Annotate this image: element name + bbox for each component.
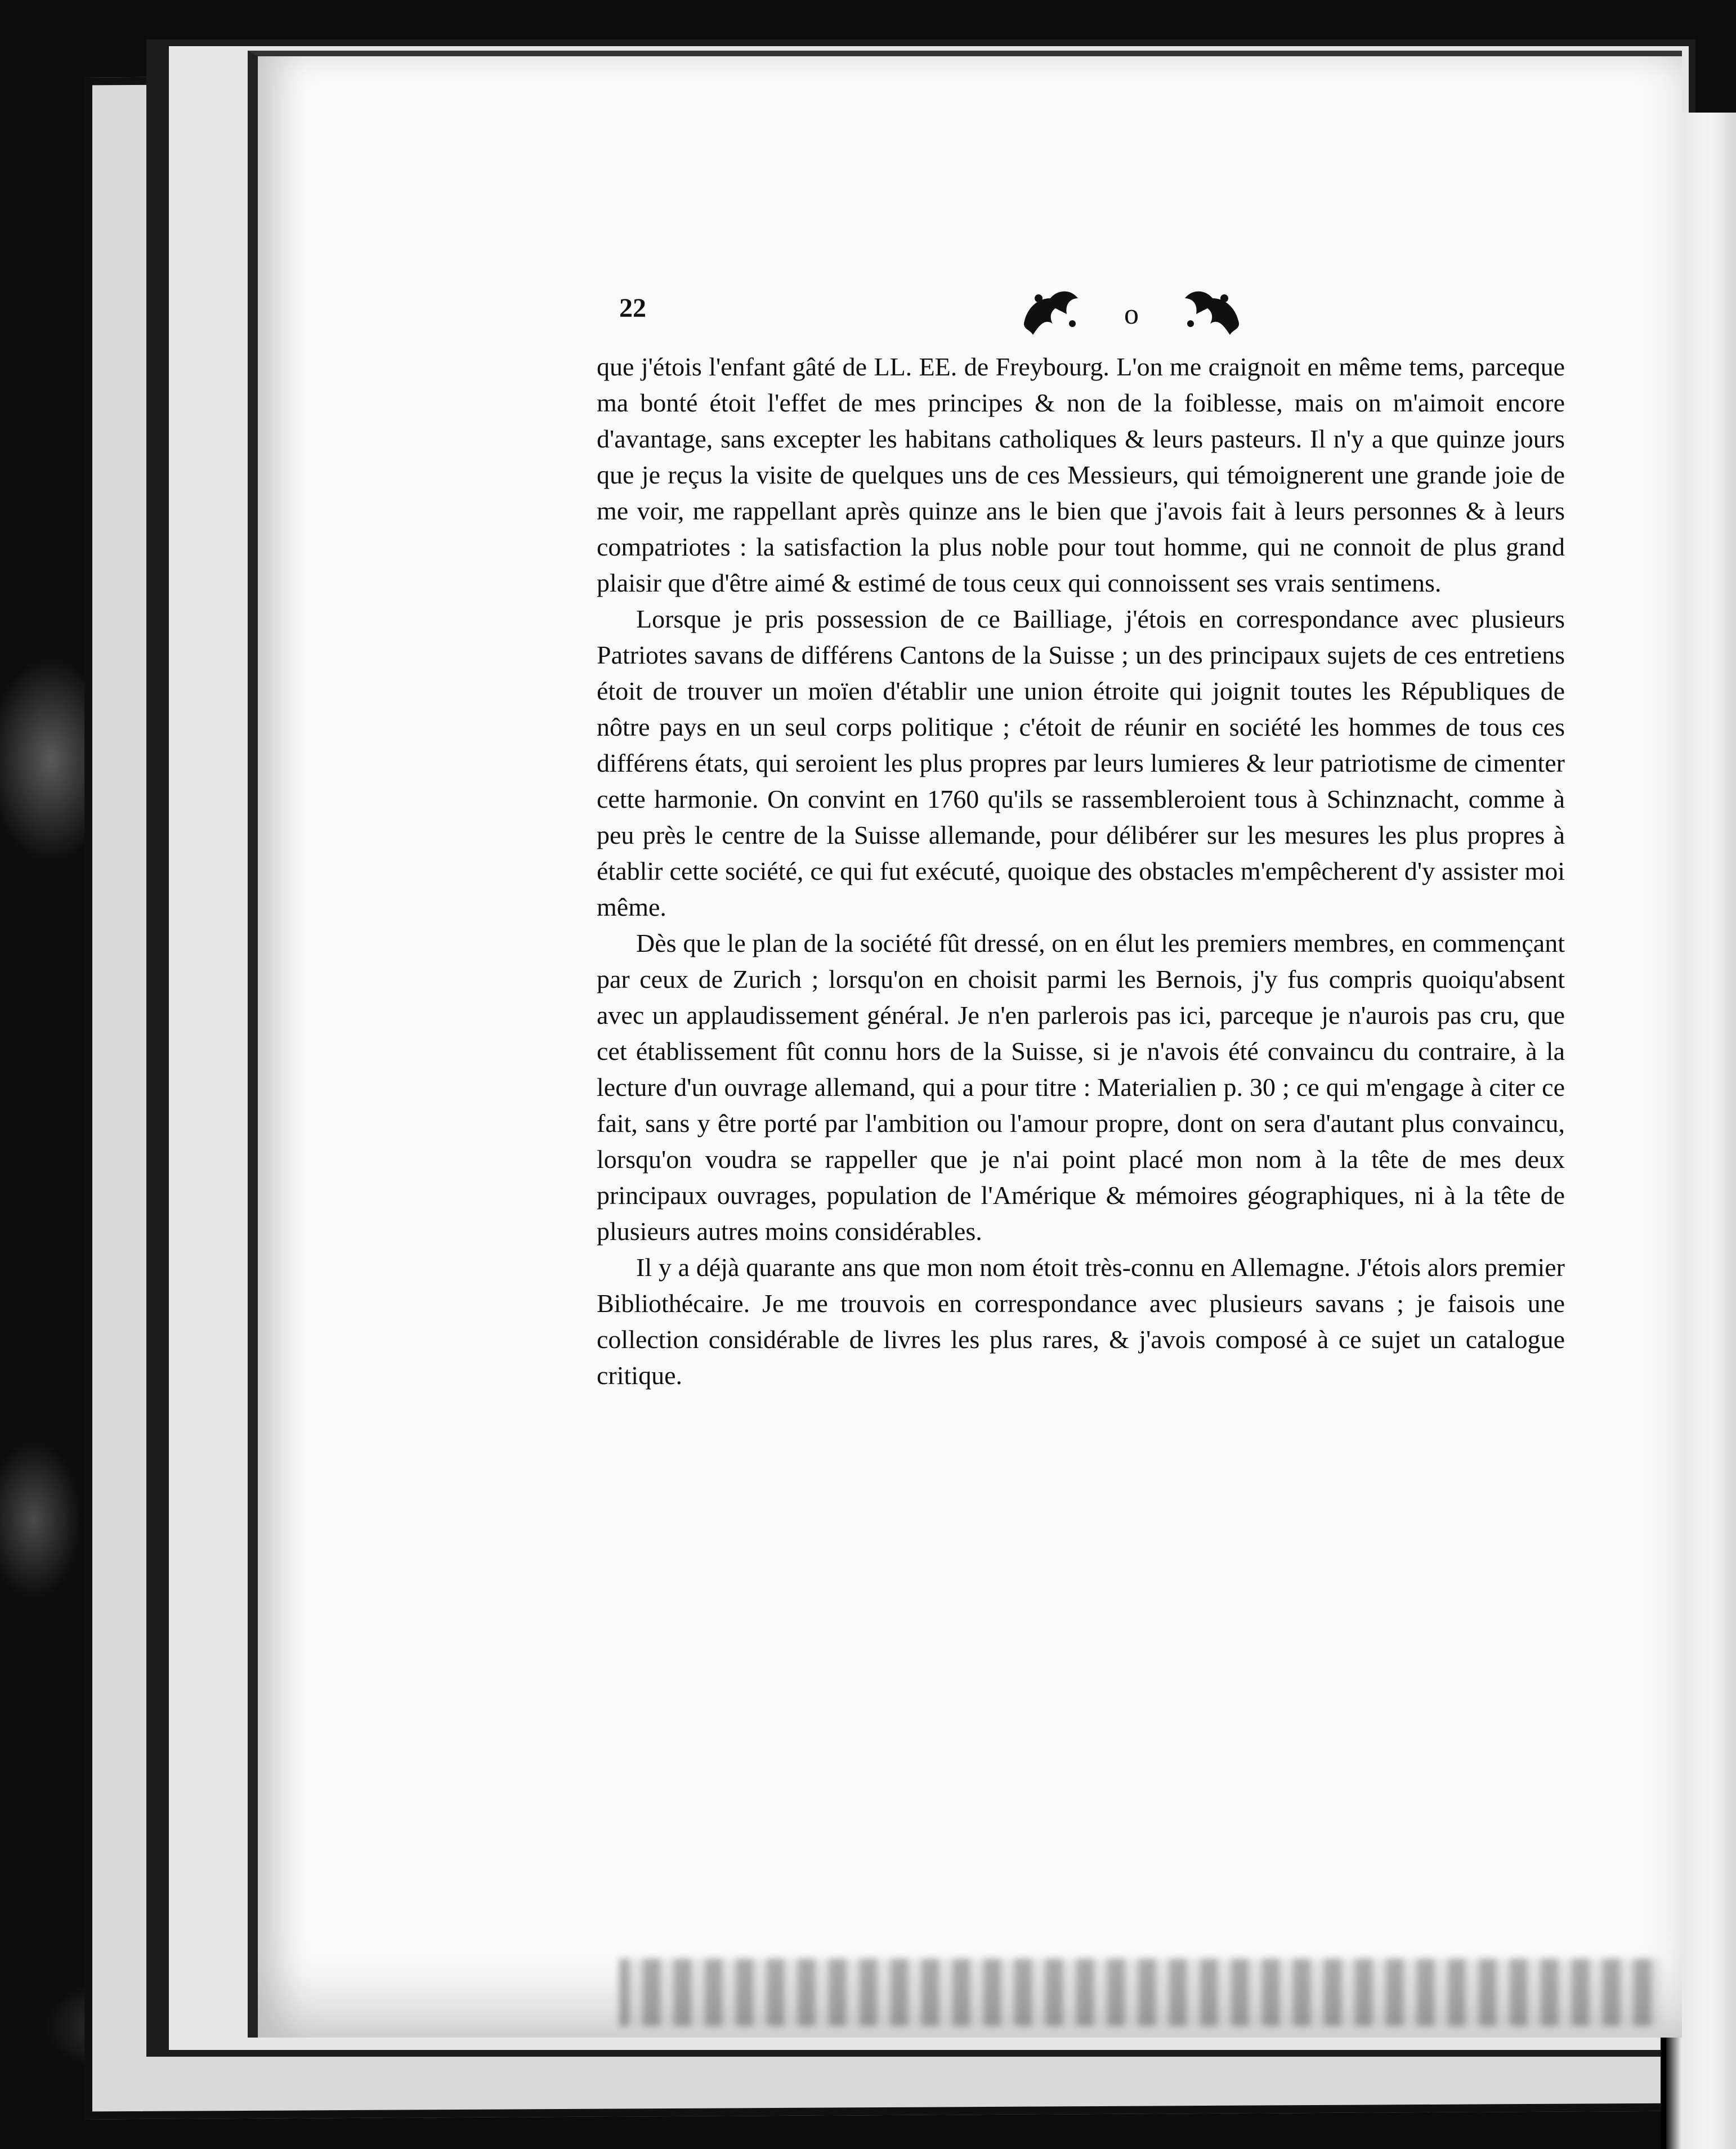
fleuron-ornament bbox=[1013, 281, 1250, 343]
page-header bbox=[619, 281, 1520, 349]
ornament-center-mark: o bbox=[1124, 298, 1139, 330]
page-number: 22 bbox=[619, 293, 646, 323]
paragraph: Il y a déjà quarante ans que mon nom étoit très-connu en Allemagne. J'étois alors premier Bibliothécaire. Je me trouvois en correspondance avec plusieurs savans ; je faisois une collection considérable de livres les plus rares, & j'avois composé à ce sujet un catalogue critique. bbox=[597, 1253, 1565, 1390]
page-stain bbox=[619, 1959, 1661, 2026]
paragraph: Lorsque je pris possession de ce Bailliage, j'étois en correspondance avec plusieurs Patriotes savans de différens Cantons de la Suisse ; un des principaux sujets de ces entretiens étoit de trouver un moïen d'établir une union étroite qui joignit toutes les Républiques de nôtre pays en un seul corps politique ; c'étoit de réunir en société les hommes de tous ces différens états, qui seroient les plus propres par leurs lumieres & leur patriotisme de cimenter cette harmonie. On convint en 1760 qu'ils se rassembleroient tous à Schinznacht, comme à peu près le centre de la Suisse allemande, pour délibérer sur les mesures les plus propres à établir cette société, ce qui fut exécuté, quoique des obstacles m'empêcherent d'y assister moi même. bbox=[597, 605, 1565, 921]
paragraph: que j'étois l'enfant gâté de LL. EE. de Freybourg. L'on me craignoit en même tems, parceque ma bonté étoit l'effet de mes principes & non de la foiblesse, mais on m'aimoit encore d'avantage, sans excepter les habitans catholiques & leurs pasteurs. Il n'y a que quinze jours que je reçus la visite de quelques uns de ces Messieurs, qui témoignerent une grande joie de me voir, me rappellant après quinze ans le bien que j'avois fait à leurs personnes & à leurs compatriotes : la satisfaction la plus noble pour tout homme, qui ne connoit de plus grand plaisir que d'être aimé & estimé de tous ceux qui connoissent ses vrais sentimens. bbox=[597, 352, 1565, 597]
paragraph: Dès que le plan de la société fût dressé, on en élut les premiers membres, en commençant par ceux de Zurich ; lorsqu'on en choisit parmi les Bernois, j'y fus compris quoiqu'absent avec un applaudissement général. Je n'en parlerois pas ici, parceque je n'aurois pas cru, que cet établissement fût connu hors de la Suisse, si je n'avois été convaincu du contraire, à la lecture d'un ouvrage allemand, qui a pour titre : Materialien p. 30 ; ce qui m'engage à citer ce fait, sans y être porté par l'ambition ou l'amour propre, dont on sera d'autant plus convaincu, lorsqu'on voudra se rappeller que je n'ai point placé mon nom à la tête de mes deux principaux ouvrages, population de l'Amérique & mémoires géographiques, ni à la tête de plusieurs autres moins considérables. bbox=[597, 929, 1565, 1246]
body-text bbox=[597, 349, 1565, 1394]
